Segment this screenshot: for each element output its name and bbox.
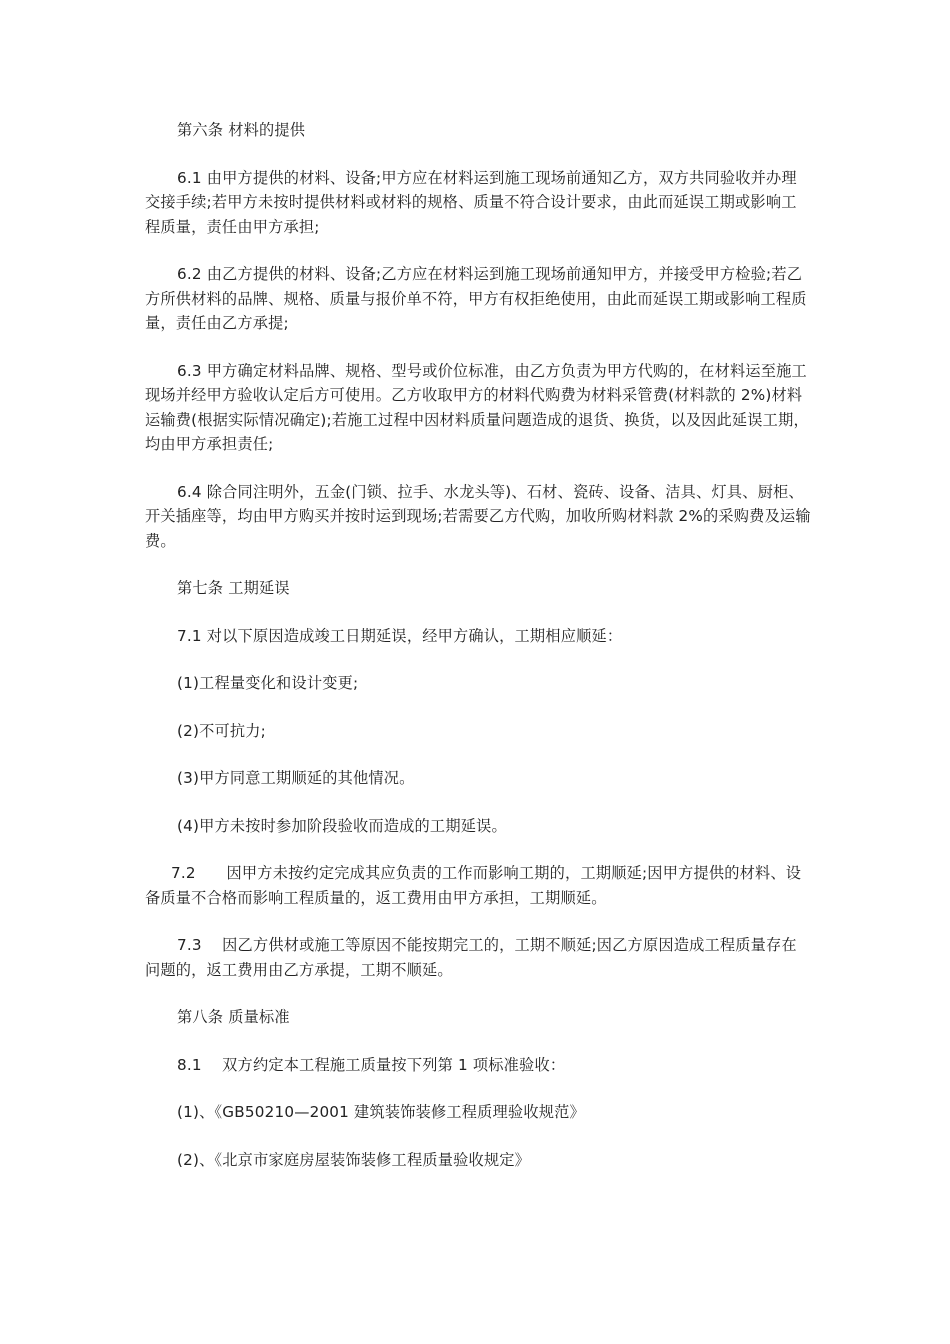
clause-7-1-item-2: (2)不可抗力; xyxy=(177,721,266,740)
clause-6-4: 6.4 除合同注明外，五金(门锁、拉手、水龙头等)、石材、瓷砖、设备、洁具、灯具、厨柜、开关插座等，均由甲方购买并按时运到现场;若需要乙方代购，加收所购材料款 2%的采购费及运输费。 xyxy=(145,482,811,550)
clause-6-2: 6.2 由乙方提供的材料、设备;乙方应在材料运到施工现场前通知甲方，并接受甲方检验;若乙方所供材料的品牌、规格、质量与报价单不符，甲方有权拒绝使用，由此而延误工期或影响工程质量，责任由乙方承提; xyxy=(145,265,807,332)
clause-7-1-item-1: (1)工程量变化和设计变更; xyxy=(177,674,359,692)
clause-7-3: 7.3 因乙方供材或施工等原因不能按期完工的，工期不顺延;因乙方原因造成工程质量存在问题的，返工费用由乙方承提，工期不顺延。 xyxy=(145,936,797,979)
document-page xyxy=(145,118,811,1195)
clause-6-1: 6.1 由甲方提供的材料、设备;甲方应在材料运到施工现场前通知乙方，双方共同验收并办理交接手续;若甲方未按时提供材料或材料的规格、质量不符合设计要求，由此而延误工期或影响工程质量，责任由甲方承担; xyxy=(145,168,797,236)
clause-7-1: 7.1 对以下原因造成竣工日期延误，经甲方确认，工期相应顺延： xyxy=(177,626,623,645)
clause-8-1-item-2: (2)、《北京市家庭房屋装饰装修工程质量验收规定》 xyxy=(177,1150,531,1169)
clause-7-2: 7.2 因甲方未按约定完成其应负责的工作而影响工期的，工期顺延;因甲方提供的材料、设备质量不合格而影响工程质量的，返工费用由甲方承担，工期顺延。 xyxy=(145,864,802,907)
clause-8-1-item-1: (1)、《GB50210—2001 建筑装饰装修工程质理验收规范》 xyxy=(177,1103,585,1121)
clause-7-1-item-3: (3)甲方同意工期顺延的其他情况。 xyxy=(177,769,415,787)
article-6-heading: 第六条 材料的提供 xyxy=(177,121,306,139)
clause-8-1: 8.1 双方约定本工程施工质量按下列第 1 项标准验收： xyxy=(177,1055,566,1074)
clause-6-3: 6.3 甲方确定材料品牌、规格、型号或价位标准，由乙方负责为甲方代购的，在材料运至施工现场并经甲方验收认定后方可使用。乙方收取甲方的材料代购费为材料采管费(材料款的 2%)材料运输费(根据实际情况确定);若施工过程中因材料质量问题造成的退货、换货，以及因此延误工期，均由甲方承担责任; xyxy=(145,361,809,453)
article-8-heading: 第八条 质量标准 xyxy=(177,1008,290,1026)
clause-7-1-item-4: (4)甲方未按时参加阶段验收而造成的工期延误。 xyxy=(177,816,507,835)
article-7-heading: 第七条 工期延误 xyxy=(177,579,290,597)
